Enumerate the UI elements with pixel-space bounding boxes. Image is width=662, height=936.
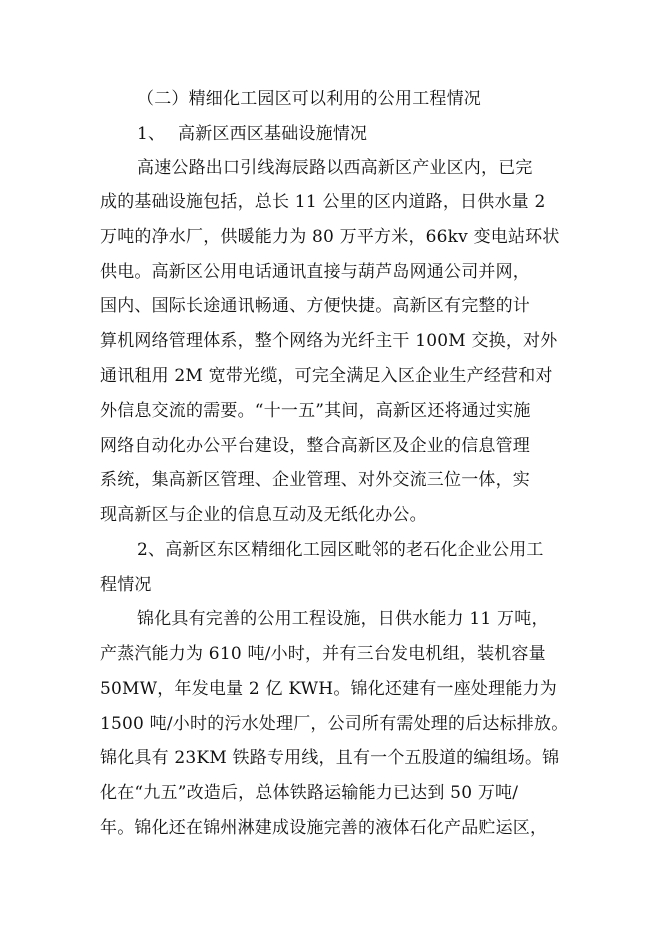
paragraph-1-line: 现高新区与企业的信息互动及无纸化办公。 [100,505,427,525]
paragraph-2-line: 锦化具有完善的公用工程设施，日供水能力 11 万吨， [137,609,549,629]
section-heading: （二）精细化工园区可以利用的公用工程情况 [137,89,481,109]
subsection-2-title-line: 2、高新区东区精细化工园区毗邻的老石化企业公用工 [137,540,544,560]
paragraph-2-line: 年。锦化还在锦州淋建成设施完善的液体石化产品贮运区， [100,818,548,838]
paragraph-2-line: 产蒸汽能力为 610 吨/小时，并有三台发电机组，装机容量 [100,644,546,664]
subsection-1-title: 高新区西区基础设施情况 [178,124,368,144]
paragraph-1-line: 供电。高新区公用电话通讯直接与葫芦岛网通公司并网， [100,262,530,282]
paragraph-2-line: 锦化具有 23KM 铁路专用线，且有一个五股道的编组场。锦 [100,748,560,768]
paragraph-1-line: 万吨的净水厂，供暖能力为 80 万平方米，66kv 变电站环状 [100,227,560,247]
subsection-2-title-line: 程情况 [100,575,152,595]
paragraph-2-line: 50MW，年发电量 2 亿 KWH。锦化还建有一座处理能力为 [100,679,557,699]
paragraph-1-line: 网络自动化办公平台建设，整合高新区及企业的信息管理 [100,436,530,456]
paragraph-2-line: 1500 吨/小时的污水处理厂，公司所有需处理的后达标排放。 [100,714,569,734]
subsection-1-number: 1、 [137,124,166,144]
paragraph-1-line: 外信息交流的需要。“十一五”其间，高新区还将通过实施 [100,401,531,421]
paragraph-1-line: 系统，集高新区管理、企业管理、对外交流三位一体，实 [100,470,530,490]
paragraph-1-line: 通讯租用 2M 宽带光缆，可完全满足入区企业生产经营和对 [100,366,553,386]
paragraph-1-line: 成的基础设施包括，总长 11 公里的区内道路，日供水量 2 [100,192,546,212]
paragraph-1-line: 高速公路出口引线海辰路以西高新区产业区内，已完 [137,158,533,178]
paragraph-2-line: 化在“九五”改造后，总体铁路运输能力已达到 50 万吨/ [100,783,519,803]
paragraph-1-line: 算机网络管理体系，整个网络为光纤主干 100M 交换，对外 [100,331,558,351]
paragraph-1-line: 国内、国际长途通讯畅通、方便快捷。高新区有完整的计 [100,296,530,316]
